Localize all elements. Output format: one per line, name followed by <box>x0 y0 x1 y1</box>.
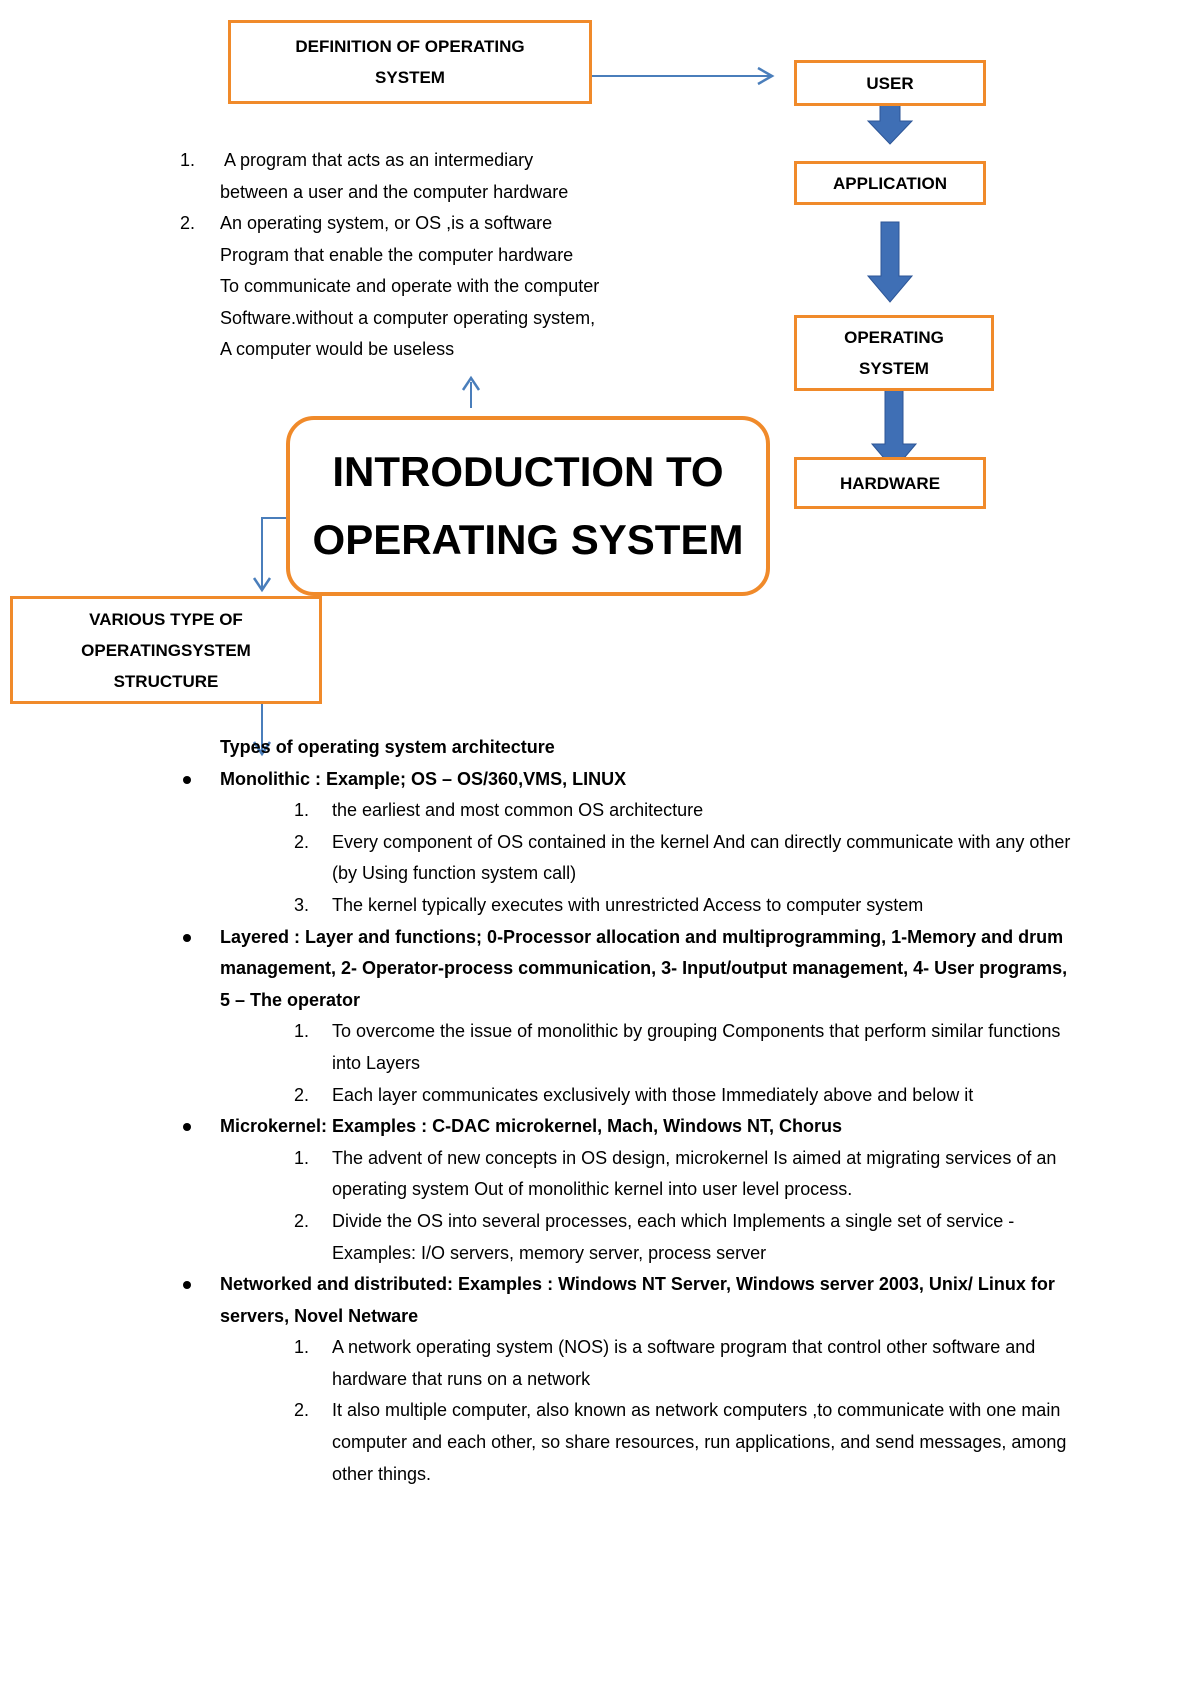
list-item <box>220 1395 1080 1490</box>
list-item <box>220 1143 1080 1206</box>
list-item <box>220 1206 1080 1269</box>
list-number: 2. <box>294 1210 310 1231</box>
item-text: The advent of new concepts in OS design, microkernel Is aimed at migrating services of an operating system Out of monolithic kernel into user level process. <box>332 1147 1057 1200</box>
definition-list <box>180 145 680 366</box>
category-items <box>220 1143 1080 1269</box>
list-number: 1. <box>294 1337 310 1358</box>
list-number: 1. <box>180 150 196 170</box>
types-heading: Types of operating system architecture <box>220 737 555 757</box>
arrowhead-up <box>463 378 479 390</box>
definition-line: Software.without a computer operating system, <box>220 307 596 328</box>
arrow-title-to-various <box>262 518 288 588</box>
definition-item <box>180 145 680 208</box>
application-box: APPLICATION <box>794 161 986 205</box>
category-networked <box>180 1269 1080 1490</box>
various-types-box: VARIOUS TYPE OF OPERATINGSYSTEM STRUCTURE <box>10 596 322 704</box>
definition-line: Program that enable the computer hardware <box>220 244 574 265</box>
item-text: The kernel typically executes with unrestricted Access to computer system <box>332 894 924 915</box>
category-items <box>220 795 1080 921</box>
arrowhead-various <box>254 578 270 590</box>
list-item <box>220 1080 1080 1112</box>
category-title: Layered : Layer and functions; 0-Processor allocation and multiprogramming, 1-Memory and drum management, 2- Operator-process communication, 3- Input/output management, 4- User programs, 5 – The operator <box>220 926 1068 1010</box>
list-number: 3. <box>294 894 310 915</box>
item-text: To overcome the issue of monolithic by grouping Components that perform similar functions into Layers <box>332 1021 1061 1073</box>
os-types-section <box>180 732 1080 1490</box>
list-item <box>220 1016 1080 1079</box>
list-number: 2. <box>294 831 310 852</box>
category-microkernel <box>180 1111 1080 1269</box>
arrowhead-user <box>758 68 772 84</box>
definition-line: between a user and the computer hardware <box>220 181 569 202</box>
category-monolithic <box>180 764 1080 922</box>
item-text: Divide the OS into several processes, each which Implements a single set of service -Examples: I/O servers, memory server, process server <box>332 1210 1015 1263</box>
definition-line: A computer would be useless <box>220 339 455 359</box>
category-layered <box>180 922 1080 1112</box>
list-number: 1. <box>294 800 310 821</box>
definition-item <box>180 208 680 366</box>
item-text: Every component of OS contained in the kernel And can directly communicate with any other (by Using function system call) <box>332 831 1071 884</box>
block-arrow-application-to-os <box>868 222 912 302</box>
list-number: 1. <box>294 1147 310 1168</box>
list-item <box>220 795 1080 827</box>
list-number: 2. <box>180 213 196 233</box>
list-item <box>220 890 1080 922</box>
category-title: Networked and distributed: Examples : Windows NT Server, Windows server 2003, Unix/ Linux for servers, Novel Netware <box>220 1274 1055 1326</box>
definition-line: A program that acts as an intermediary <box>220 150 534 170</box>
item-text: It also multiple computer, also known as network computers ,to communicate with one main computer and each other, so share resources, run applications, and send messages, among other things. <box>332 1400 1067 1484</box>
user-box: USER <box>794 60 986 106</box>
category-title: Monolithic : Example; OS – OS/360,VMS, LINUX <box>220 768 627 789</box>
definition-line: An operating system, or OS ,is a software <box>220 213 553 233</box>
list-number: 2. <box>294 1400 310 1421</box>
category-items <box>220 1332 1080 1490</box>
definition-line: To communicate and operate with the computer <box>220 276 600 296</box>
list-number: 1. <box>294 1021 310 1042</box>
operating-system-box: OPERATING SYSTEM <box>794 315 994 391</box>
list-item <box>220 1332 1080 1395</box>
category-title: Microkernel: Examples : C-DAC microkernel, Mach, Windows NT, Chorus <box>220 1116 842 1137</box>
item-text: Each layer communicates exclusively with those Immediately above and below it <box>332 1084 974 1105</box>
hardware-box: HARDWARE <box>794 457 986 509</box>
block-arrow-user-to-application <box>868 104 912 144</box>
list-item <box>220 827 1080 890</box>
category-items <box>220 1016 1080 1111</box>
list-number: 2. <box>294 1084 310 1105</box>
item-text: A network operating system (NOS) is a software program that control other software and hardware that runs on a network <box>332 1337 1036 1389</box>
definition-box: DEFINITION OF OPERATING SYSTEM <box>228 20 592 104</box>
title-box: INTRODUCTION TO OPERATING SYSTEM <box>286 416 770 596</box>
item-text: the earliest and most common OS architecture <box>332 800 704 821</box>
